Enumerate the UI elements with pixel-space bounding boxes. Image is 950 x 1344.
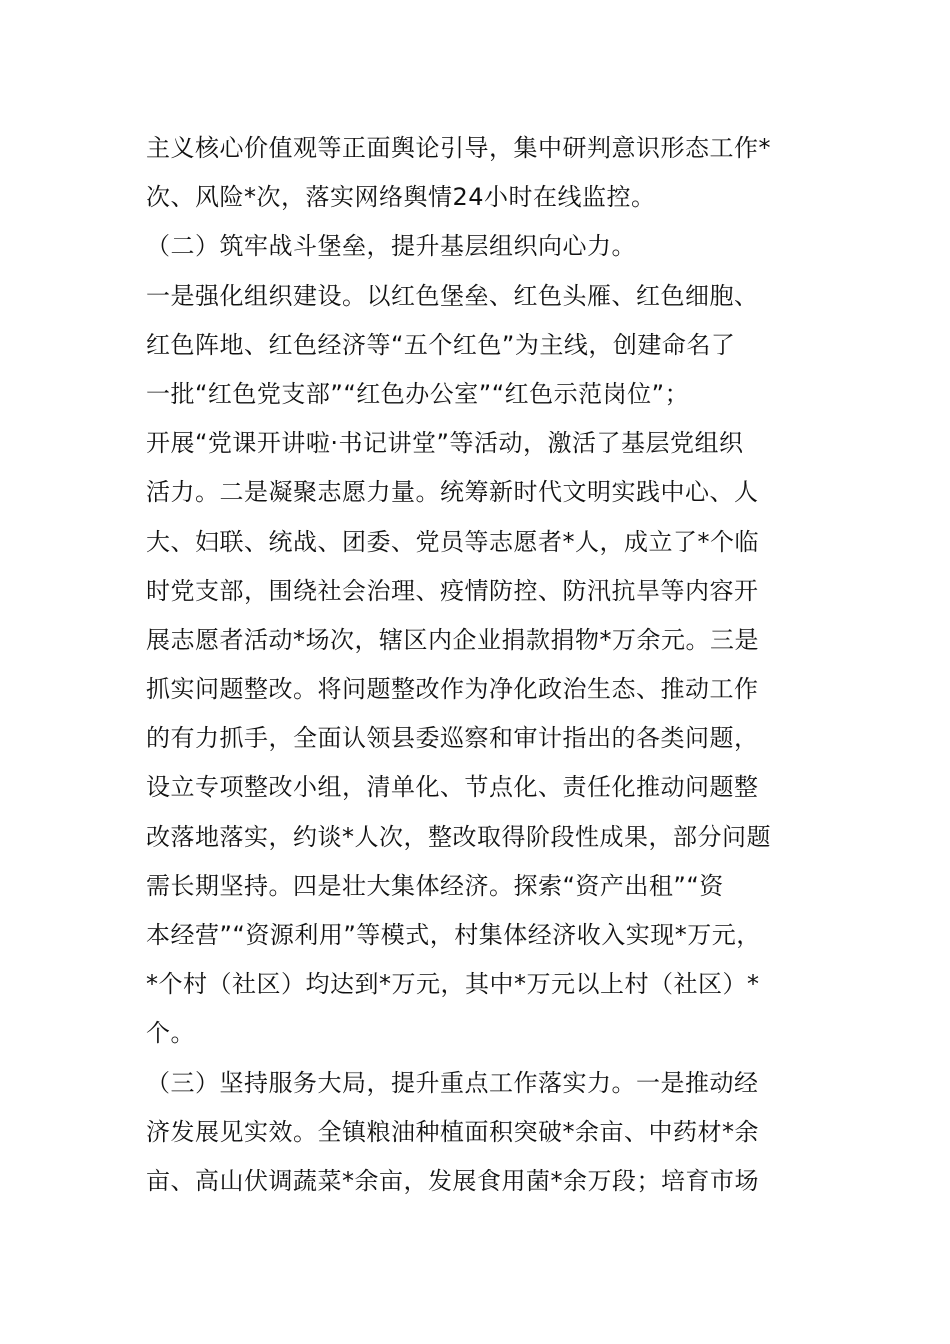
text-line: 次、风险*次，落实网络舆情24小时在线监控。	[146, 183, 656, 212]
text-line: 的有力抓手，全面认领县委巡察和审计指出的各类问题，	[146, 724, 759, 753]
text-line: 需长期坚持。四是壮大集体经济。探索“资产出租”“资	[146, 871, 724, 900]
text-line: 一是强化组织建设。以红色堡垒、红色头雁、红色细胞、	[146, 281, 759, 310]
text-line: 主义核心价值观等正面舆论引导，集中研判意识形态工作*	[146, 134, 771, 162]
text-line: 时党支部，围绕社会治理、疫情防控、防汛抗旱等内容开	[146, 576, 759, 605]
document-body	[146, 124, 836, 1206]
text-line: 改落地落实，约谈*人次，整改取得阶段性成果，部分问题	[146, 822, 771, 851]
text-line: 展志愿者活动*场次，辖区内企业捐款捐物*万余元。三是	[146, 625, 759, 654]
text-line: *个村（社区）均达到*万元，其中*万元以上村（社区）*	[146, 970, 760, 999]
text-line: 个。	[146, 1019, 195, 1048]
text-line: 设立专项整改小组，清单化、节点化、责任化推动问题整	[146, 773, 759, 802]
text-line: 济发展见实效。全镇粮油种植面积突破*余亩、中药材*余	[146, 1117, 759, 1146]
text-line: 开展“党课开讲啦·书记讲堂”等活动，激活了基层党组织	[146, 429, 744, 458]
section-heading: （二）筑牢战斗堡垒，提升基层组织向心力。	[146, 232, 636, 261]
section-heading: （三）坚持服务大局，提升重点工作落实力。一是推动经	[146, 1068, 759, 1097]
text-line: 亩、高山伏调蔬菜*余亩，发展食用菌*余万段；培育市场	[146, 1166, 759, 1195]
text-line: 一批“红色党支部”“红色办公室”“红色示范岗位”；	[146, 379, 690, 408]
text-line: 大、妇联、统战、团委、党员等志愿者*人，成立了*个临	[146, 527, 759, 556]
text-line: 本经营”“资源利用”等模式，村集体经济收入实现*万元，	[146, 921, 761, 949]
text-line: 抓实问题整改。将问题整改作为净化政治生态、推动工作	[146, 675, 759, 704]
text-line: 活力。二是凝聚志愿力量。统筹新时代文明实践中心、人	[146, 478, 759, 507]
text-line: 红色阵地、红色经济等“五个红色”为主线，创建命名了	[146, 330, 736, 359]
